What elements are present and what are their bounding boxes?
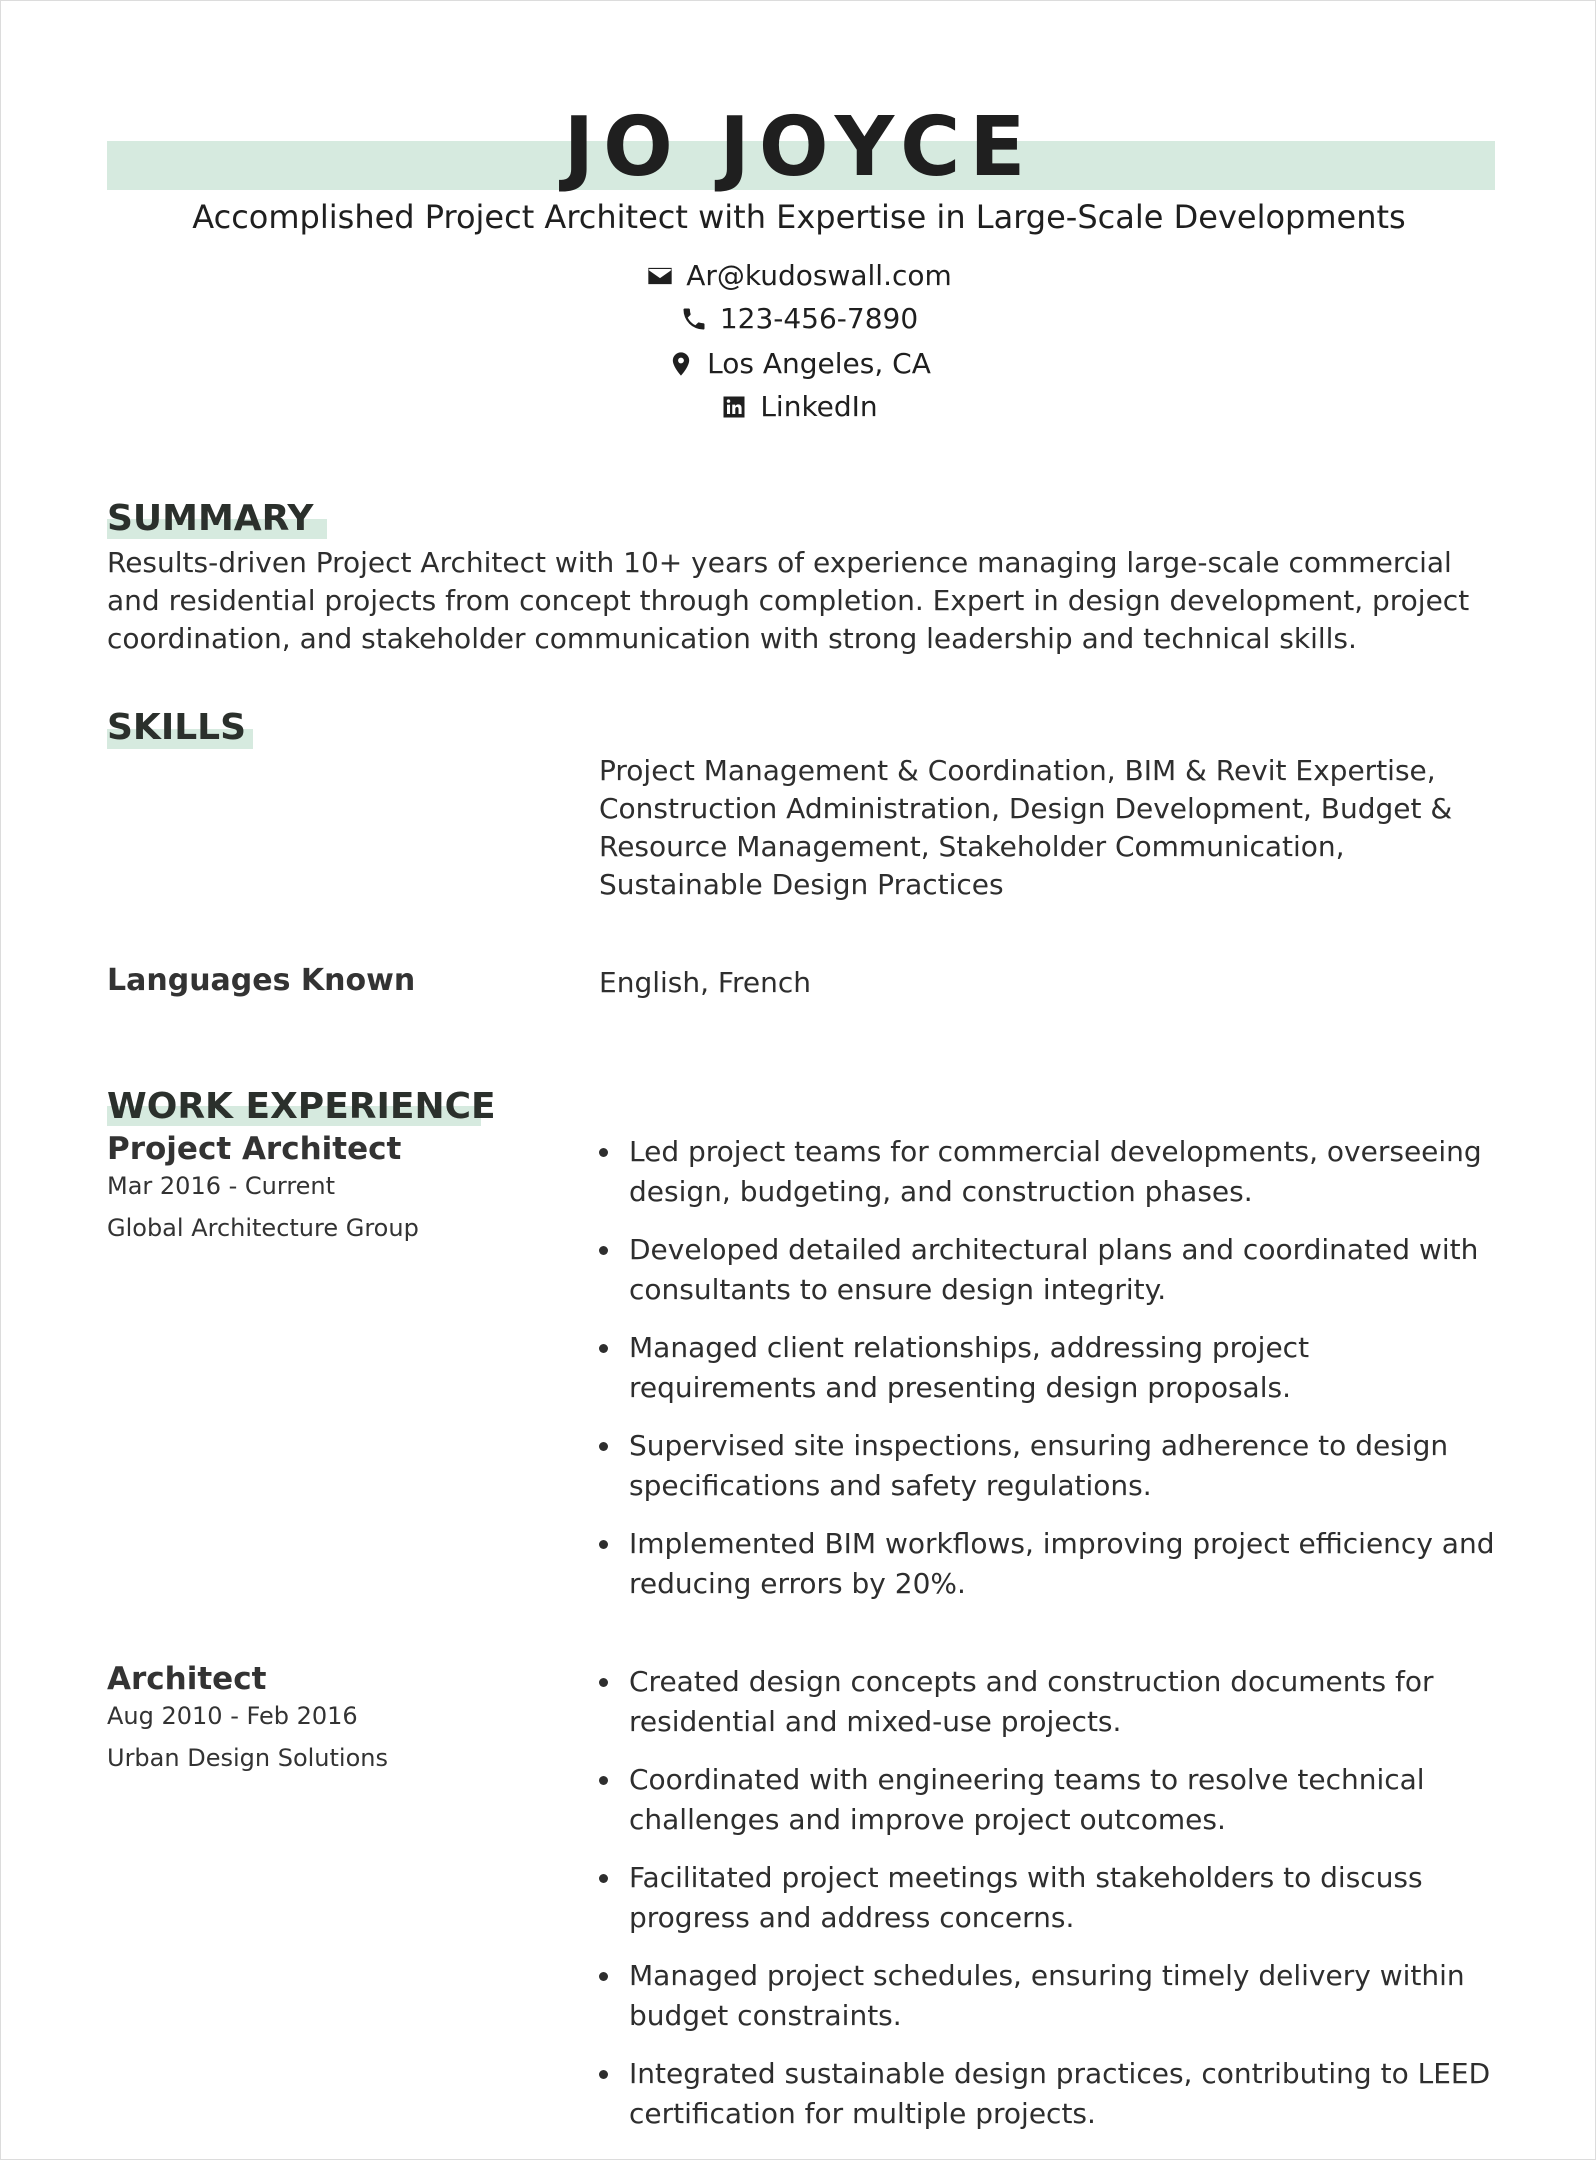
experience-heading: WORK EXPERIENCE: [107, 1086, 496, 1127]
job-dates: Mar 2016 - Current: [107, 1172, 336, 1200]
job-title: Project Architect: [107, 1131, 402, 1167]
languages-label: Languages Known: [107, 963, 416, 998]
linkedin-icon: [720, 393, 748, 421]
phone-text: 123-456-7890: [719, 302, 919, 335]
summary-text: Results-driven Project Architect with 10+ years of experience managing large-scale commercial and residential projects from concept through completion. Expert in design development, project coordination, and stakeholder communication with strong leadership and technical skills.: [107, 546, 1470, 655]
skills-list: Project Management & Coordination, BIM & Revit Expertise, Construction Administration, Design Development, Budget & Resource Management, Stakeholder Communication, Sustainable Design Practices: [599, 754, 1453, 901]
tagline: Accomplished Project Architect with Expertise in Large-Scale Developments: [192, 198, 1406, 236]
job-company: Urban Design Solutions: [107, 1744, 388, 1772]
list-item: Led project teams for commercial developments, overseeing design, budgeting, and construction phases.: [599, 1132, 1499, 1212]
list-item: Implemented BIM workflows, improving project efficiency and reducing errors by 20%.: [599, 1524, 1499, 1604]
list-item: Facilitated project meetings with stakeholders to discuss progress and address concerns.: [599, 1858, 1499, 1938]
job-dates: Aug 2010 - Feb 2016: [107, 1702, 358, 1730]
skills-heading: SKILLS: [107, 707, 247, 748]
job-bullets: [599, 1132, 1499, 1622]
map-pin-icon: [667, 350, 695, 378]
job-company: Global Architecture Group: [107, 1214, 419, 1242]
list-item: Supervised site inspections, ensuring adherence to design specifications and safety regulations.: [599, 1426, 1499, 1506]
contact-phone: [1, 299, 1596, 344]
list-item: Managed project schedules, ensuring timely delivery within budget constraints.: [599, 1956, 1499, 2036]
contact-email: [1, 256, 1596, 301]
job-bullets: [599, 1662, 1499, 2152]
location-text: Los Angeles, CA: [707, 347, 931, 380]
envelope-icon: [646, 262, 674, 290]
job-title: Architect: [107, 1661, 267, 1697]
languages-value: English, French: [599, 966, 811, 999]
list-item: Created design concepts and construction documents for residential and mixed-use projects.: [599, 1662, 1499, 1742]
phone-icon: [680, 305, 708, 333]
email-text[interactable]: Ar@kudoswall.com: [686, 259, 952, 292]
candidate-name: JO JOYCE: [563, 100, 1035, 195]
list-item: Coordinated with engineering teams to resolve technical challenges and improve project outcomes.: [599, 1760, 1499, 1840]
list-item: Developed detailed architectural plans and coordinated with consultants to ensure design integrity.: [599, 1230, 1499, 1310]
list-item: Integrated sustainable design practices, contributing to LEED certification for multiple projects.: [599, 2054, 1499, 2134]
summary-heading: SUMMARY: [107, 498, 314, 539]
contact-linkedin: [1, 387, 1596, 432]
contact-location: [1, 344, 1596, 389]
linkedin-link[interactable]: LinkedIn: [760, 390, 878, 423]
list-item: Managed client relationships, addressing project requirements and presenting design proposals.: [599, 1328, 1499, 1408]
